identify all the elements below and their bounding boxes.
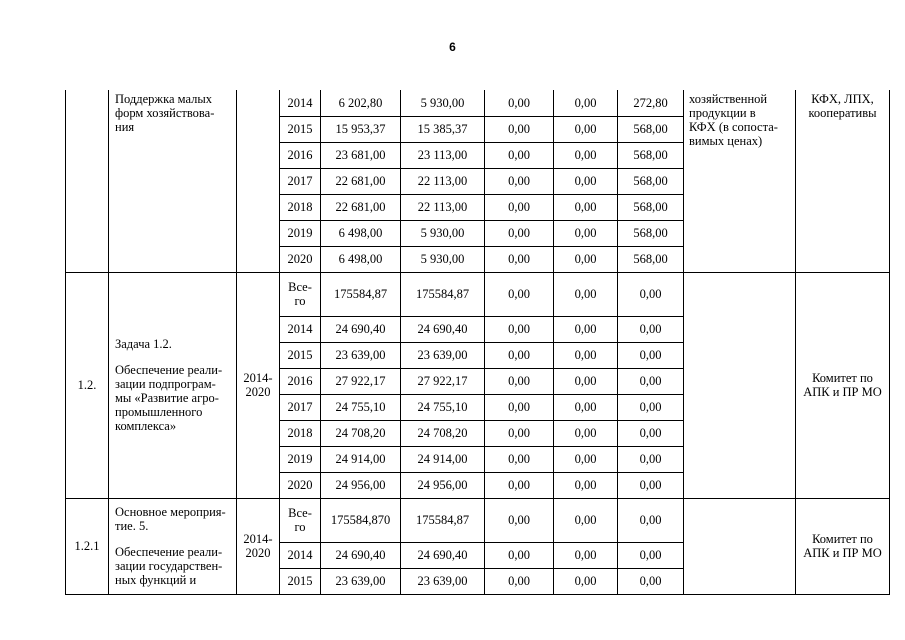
outcome-cell [684,498,796,594]
source2-cell: 0,00 [485,498,554,542]
source3-cell: 0,00 [554,194,618,220]
period-line: 2020 [245,546,271,560]
total-cell: 6 498,00 [321,220,401,246]
executor-line: Комитет по [812,371,873,385]
source2-cell: 0,00 [485,368,554,394]
source1-cell: 5 930,00 [401,220,485,246]
description-line: Обеспечение реали- [115,545,223,559]
description-cell [109,498,237,594]
year-cell: 2019 [280,220,321,246]
year-cell: 2014 [280,90,321,116]
source3-cell: 0,00 [554,542,618,568]
year-line: Все- [288,506,312,520]
source1-cell: 175584,87 [401,498,485,542]
source3-cell: 0,00 [554,272,618,316]
source3-cell: 0,00 [554,220,618,246]
source1-cell: 23 639,00 [401,568,485,594]
outcome-line: вимых ценах) [689,134,763,148]
source1-cell: 23 639,00 [401,342,485,368]
activity-title-line: тие. 5. [115,519,149,533]
source2-cell: 0,00 [485,90,554,116]
year-cell: 2016 [280,368,321,394]
total-cell: 22 681,00 [321,194,401,220]
row-number: 1.2.1 [74,539,100,553]
source3-cell: 0,00 [554,116,618,142]
total-cell: 24 755,10 [321,394,401,420]
source4-cell: 0,00 [618,316,684,342]
source3-cell: 0,00 [554,368,618,394]
source3-cell: 0,00 [554,446,618,472]
source3-cell: 0,00 [554,568,618,594]
year-cell: 2014 [280,316,321,342]
year-cell: 2020 [280,472,321,498]
spacer [115,351,230,363]
description-line: комплекса» [115,419,177,433]
source4-cell: 272,80 [618,90,684,116]
source2-cell: 0,00 [485,220,554,246]
source1-cell: 23 113,00 [401,142,485,168]
description-line: Поддержка малых [115,92,212,106]
source4-cell: 0,00 [618,568,684,594]
table-row [66,90,890,116]
description-line: зации подпрограм- [115,377,216,391]
source3-cell: 0,00 [554,246,618,272]
description-line: зации государствен- [115,559,223,573]
year-cell: 2015 [280,342,321,368]
source4-cell: 0,00 [618,368,684,394]
source3-cell: 0,00 [554,342,618,368]
description-line: форм хозяйствова- [115,106,215,120]
description-line: ния [115,120,135,134]
year-cell: 2017 [280,168,321,194]
description-line: ных функций и [115,573,197,587]
total-cell: 6 498,00 [321,246,401,272]
source2-cell: 0,00 [485,246,554,272]
executor-line: КФХ, ЛПХ, [811,92,874,106]
period-line: 2020 [245,385,271,399]
year-cell: 2015 [280,568,321,594]
total-cell: 23 639,00 [321,568,401,594]
executor-line: АПК и ПР МО [803,546,882,560]
total-cell: 6 202,80 [321,90,401,116]
activity-title-line: Основное мероприя- [115,505,226,519]
description-line: мы «Развитие агро- [115,391,219,405]
row-number-cell [66,272,109,498]
year-line: го [294,520,306,534]
source4-cell: 0,00 [618,542,684,568]
source2-cell: 0,00 [485,342,554,368]
outcome-cell [684,272,796,498]
source2-cell: 0,00 [485,446,554,472]
source1-cell: 24 914,00 [401,446,485,472]
year-cell: 2020 [280,246,321,272]
row-number-cell [66,498,109,594]
description-line: промышленного [115,405,203,419]
executor-line: АПК и ПР МО [803,385,882,399]
source1-cell: 5 930,00 [401,246,485,272]
source3-cell: 0,00 [554,168,618,194]
source4-cell: 0,00 [618,394,684,420]
source2-cell: 0,00 [485,542,554,568]
total-cell: 24 914,00 [321,446,401,472]
year-cell: 2019 [280,446,321,472]
source1-cell: 175584,87 [401,272,485,316]
description-cell [109,272,237,498]
executor-cell [796,498,890,594]
year-cell [280,272,321,316]
period-cell [237,498,280,594]
source3-cell: 0,00 [554,394,618,420]
year-cell: 2018 [280,420,321,446]
source1-cell: 22 113,00 [401,194,485,220]
source4-cell: 568,00 [618,142,684,168]
outcome-line: хозяйственной [689,92,768,106]
period-line: 2014- [243,371,273,385]
source3-cell: 0,00 [554,498,618,542]
source4-cell: 568,00 [618,194,684,220]
spacer [115,533,230,545]
source4-cell: 0,00 [618,498,684,542]
total-cell: 175584,87 [321,272,401,316]
program-table [65,90,890,595]
source4-cell: 0,00 [618,342,684,368]
year-line: Все- [288,280,312,294]
executor-cell [796,90,890,272]
source1-cell: 22 113,00 [401,168,485,194]
source4-cell: 0,00 [618,472,684,498]
source2-cell: 0,00 [485,568,554,594]
source3-cell: 0,00 [554,142,618,168]
source3-cell: 0,00 [554,90,618,116]
total-cell: 24 690,40 [321,542,401,568]
source3-cell: 0,00 [554,420,618,446]
row-number: 1.2. [77,378,97,392]
year-cell: 2017 [280,394,321,420]
source2-cell: 0,00 [485,272,554,316]
source1-cell: 15 385,37 [401,116,485,142]
source2-cell: 0,00 [485,472,554,498]
total-cell: 15 953,37 [321,116,401,142]
table-row [66,272,890,316]
description-line: Обеспечение реали- [115,363,223,377]
source1-cell: 24 755,10 [401,394,485,420]
table-row [66,498,890,542]
source1-cell: 24 690,40 [401,542,485,568]
source1-cell: 24 956,00 [401,472,485,498]
source2-cell: 0,00 [485,142,554,168]
executor-cell [796,272,890,498]
source3-cell: 0,00 [554,316,618,342]
source4-cell: 568,00 [618,168,684,194]
source2-cell: 0,00 [485,316,554,342]
total-cell: 24 956,00 [321,472,401,498]
outcome-line: КФХ (в сопоста- [689,120,778,134]
year-cell: 2014 [280,542,321,568]
description-cell [109,90,237,272]
outcome-cell [684,90,796,272]
row-number-cell [66,90,109,272]
source2-cell: 0,00 [485,116,554,142]
year-line: го [294,294,306,308]
source4-cell: 0,00 [618,272,684,316]
outcome-line: продукции в [689,106,756,120]
page-number: 6 [449,40,456,54]
task-title-line: Задача 1.2. [115,337,172,351]
period-cell [237,272,280,498]
year-cell: 2018 [280,194,321,220]
source3-cell: 0,00 [554,472,618,498]
source1-cell: 24 708,20 [401,420,485,446]
year-cell [280,498,321,542]
source2-cell: 0,00 [485,194,554,220]
total-cell: 24 690,40 [321,316,401,342]
total-cell: 175584,870 [321,498,401,542]
source4-cell: 568,00 [618,116,684,142]
period-line: 2014- [243,532,273,546]
source4-cell: 568,00 [618,246,684,272]
year-cell: 2016 [280,142,321,168]
total-cell: 22 681,00 [321,168,401,194]
source4-cell: 568,00 [618,220,684,246]
source4-cell: 0,00 [618,446,684,472]
total-cell: 23 681,00 [321,142,401,168]
source1-cell: 27 922,17 [401,368,485,394]
year-cell: 2015 [280,116,321,142]
source1-cell: 5 930,00 [401,90,485,116]
executor-line: кооперативы [808,106,877,120]
source2-cell: 0,00 [485,168,554,194]
source2-cell: 0,00 [485,394,554,420]
total-cell: 27 922,17 [321,368,401,394]
period-cell [237,90,280,272]
total-cell: 24 708,20 [321,420,401,446]
source1-cell: 24 690,40 [401,316,485,342]
total-cell: 23 639,00 [321,342,401,368]
source4-cell: 0,00 [618,420,684,446]
executor-line: Комитет по [812,532,873,546]
source2-cell: 0,00 [485,420,554,446]
